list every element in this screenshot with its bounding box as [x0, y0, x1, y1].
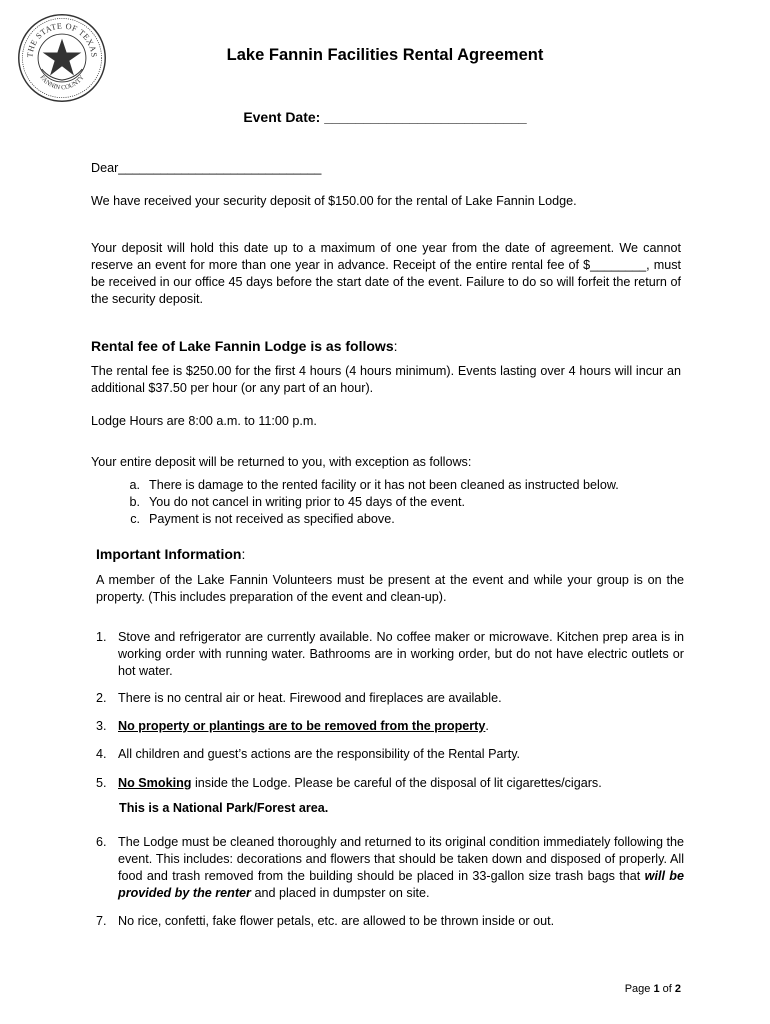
item-text — [118, 718, 684, 735]
list-marker: b. — [129, 495, 140, 509]
rule-item-1 — [96, 629, 684, 680]
rule-item-4 — [96, 746, 684, 763]
rule-item-2 — [96, 690, 684, 707]
seal-text-top: THE STATE OF TEXAS — [25, 21, 99, 58]
important-heading — [96, 546, 245, 562]
list-text: There is damage to the rented facility or it has not been cleaned as instructed below. — [149, 478, 619, 492]
important-heading-text: Important Information — [96, 546, 242, 562]
item-text-after: and placed in dumpster on site. — [250, 886, 430, 900]
list-marker: a. — [129, 478, 140, 492]
item-number: 6. — [96, 835, 107, 849]
national-park-note: This is a National Park/Forest area. — [119, 801, 329, 815]
seal-text-bottom: FANNIN COUNTY — [38, 74, 86, 92]
item-number: 7. — [96, 914, 107, 928]
item-text: Stove and refrigerator are currently available. No coffee maker or microwave. Kitchen prep area is in working order with running water. Bathrooms are in working order, but do not have electric outlets or hot water. — [118, 630, 684, 678]
item-number: 4. — [96, 747, 107, 761]
page-total: 2 — [674, 983, 681, 995]
dear-line: Dear_____________________________ — [91, 161, 322, 175]
item-text-after: inside the Lodge. Please be careful of the disposal of lit cigarettes/cigars. — [191, 776, 602, 790]
emphasis-text: No property or plantings are to be removed from the property — [118, 719, 486, 733]
item-text-after: . — [485, 719, 489, 733]
svg-text:FANNIN COUNTY — [38, 74, 85, 92]
lodge-hours-text: Lodge Hours are 8:00 a.m. to 11:00 p.m. — [91, 414, 317, 428]
deposit-received-text: We have received your security deposit of $150.00 for the rental of Lake Fannin Lodge. — [91, 194, 577, 208]
document-title: Lake Fannin Facilities Rental Agreement — [226, 46, 544, 64]
rule-item-7 — [96, 913, 684, 930]
important-intro: A member of the Lake Fannin Volunteers must be present at the event and while your group is on the property. (This includes preparation of the event and clean-up). — [96, 573, 684, 604]
item-text: All children and guest’s actions are the responsibility of the Rental Party. — [118, 747, 521, 761]
item-text: There is no central air or heat. Firewood and fireplaces are available. — [118, 691, 502, 705]
item-number: 2. — [96, 691, 107, 705]
heading-colon: : — [241, 546, 246, 562]
item-number: 1. — [96, 630, 107, 644]
list-item — [118, 511, 688, 528]
item-text — [118, 834, 684, 902]
rule-item-3 — [96, 718, 684, 735]
rule-item-6 — [96, 834, 684, 902]
page-number — [625, 983, 681, 995]
page-current: 1 — [653, 983, 660, 995]
item-text: No rice, confetti, fake flower petals, etc. are allowed to be thrown inside or out. — [118, 914, 555, 928]
rental-fee-heading-text: Rental fee of Lake Fannin Lodge is as follows — [91, 338, 394, 354]
rental-fee-text: The rental fee is $250.00 for the first 4 hours (4 hours minimum). Events lasting over 4 hours will incur an additional $37.50 per hour (or any part of an hour). — [91, 364, 681, 395]
deposit-hold-text: Your deposit will hold this date up to a maximum of one year from the date of agreement. We cannot reserve an event for more than one year in advance. Receipt of the entire rental fee of $________, must be received in our office 45 days before the start date of the event. Failure to do so will forfeit the return of the security deposit. — [91, 241, 681, 306]
page-of-label: of — [659, 983, 675, 995]
exceptions-list — [118, 477, 688, 528]
list-text: Payment is not received as specified above. — [149, 512, 395, 526]
rule-item-5 — [96, 775, 684, 792]
emphasis-text: No Smoking — [118, 776, 192, 790]
event-date-field: Event Date: __________________________ — [243, 109, 527, 125]
list-item — [118, 494, 688, 511]
deposit-return-intro: Your entire deposit will be returned to you, with exception as follows: — [91, 455, 472, 469]
list-text: You do not cancel in writing prior to 45 days of the event. — [149, 495, 465, 509]
emphasis-text: will be provided by the renter — [118, 869, 684, 900]
page-label: Page — [624, 983, 654, 995]
rental-fee-heading — [91, 338, 398, 354]
heading-colon: : — [393, 338, 398, 354]
list-marker: c. — [130, 512, 140, 526]
list-item — [118, 477, 688, 494]
item-text-before: The Lodge must be cleaned thoroughly and returned to its original condition immediately following the event. This includes: decorations and flowers that should be taken down and disposed of properly. All food and trash removed from the building should be placed in 33-gallon size trash bags that — [118, 835, 684, 883]
item-number: 3. — [96, 719, 107, 733]
item-number: 5. — [96, 776, 107, 790]
item-text — [118, 775, 684, 792]
